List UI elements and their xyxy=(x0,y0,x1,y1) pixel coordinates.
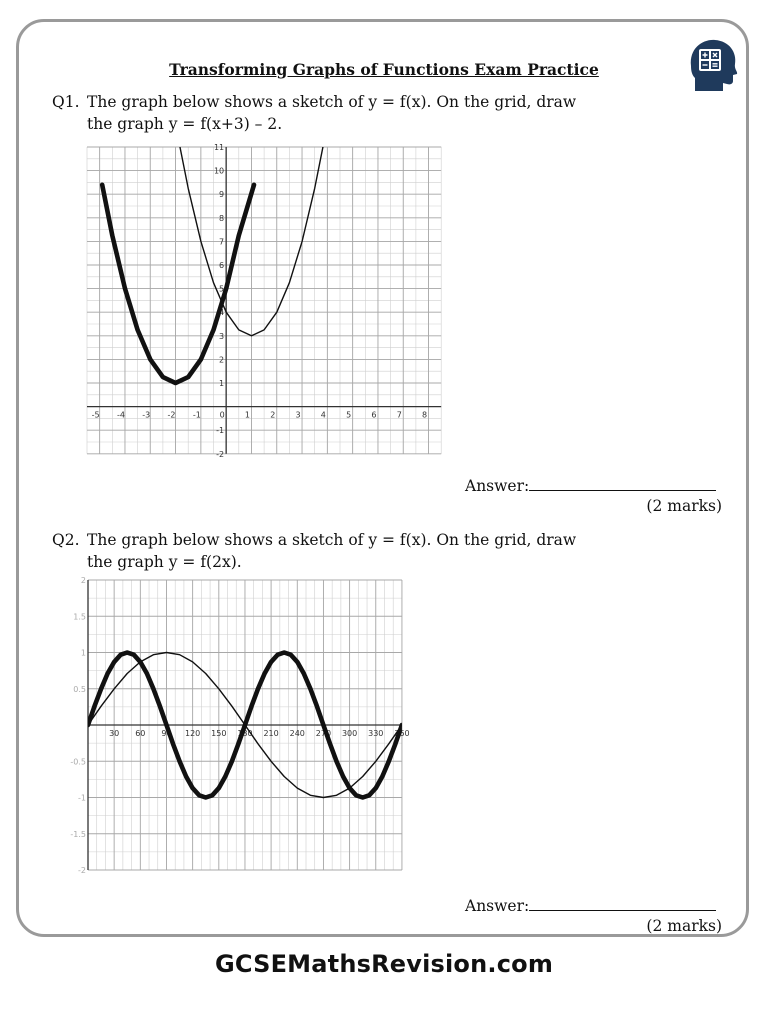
y-tick-label: 6 xyxy=(219,261,225,270)
x-tick-label: 90 xyxy=(161,729,172,738)
question-number: Q2. xyxy=(52,531,80,549)
x-tick-label: 150 xyxy=(211,729,227,738)
x-tick-label: 270 xyxy=(315,729,332,738)
x-tick-label: 1 xyxy=(244,410,250,420)
y-tick-label: 3 xyxy=(219,331,225,341)
x-tick-label: 360 xyxy=(394,729,410,738)
x-tick-label: 0 xyxy=(219,410,225,420)
y-tick-label: 5 xyxy=(219,284,225,294)
y-tick-label: 0.5 xyxy=(73,684,86,694)
head-calculator-icon xyxy=(683,36,739,92)
q2-graph[interactable] xyxy=(70,576,412,884)
y-tick-label: 2 xyxy=(80,576,86,585)
question-1 xyxy=(52,91,576,135)
x-tick-label: 180 xyxy=(237,729,253,738)
x-tick-label: 3 xyxy=(295,410,301,420)
question-text-line-2: the graph y = f(x+3) – 2. xyxy=(87,115,283,133)
y-tick-label: -1.5 xyxy=(70,829,86,839)
x-tick-label: 30 xyxy=(109,729,120,738)
x-tick-label: -5 xyxy=(91,410,100,420)
q2-answer-row xyxy=(465,896,716,915)
x-tick-label: 4 xyxy=(320,410,326,420)
x-tick-label: 8 xyxy=(422,410,428,420)
x-tick-label: 5 xyxy=(346,410,352,420)
x-tick-label: -4 xyxy=(116,410,125,420)
x-tick-label: 240 xyxy=(289,729,305,738)
y-tick-label: -2 xyxy=(78,866,86,875)
y-tick-label: 1 xyxy=(219,379,225,388)
x-tick-label: -1 xyxy=(192,410,201,420)
x-tick-label: 330 xyxy=(368,729,384,738)
question-number: Q1. xyxy=(52,93,80,111)
question-text-line-1: The graph below shows a sketch of y = f(x). On the grid, draw xyxy=(87,531,577,549)
question-2 xyxy=(52,529,576,573)
y-tick-label: 4 xyxy=(219,308,225,318)
y-tick-label: 7 xyxy=(219,237,225,247)
x-tick-label: 60 xyxy=(135,729,146,738)
question-text-line-2: the graph y = f(2x). xyxy=(87,553,242,571)
y-tick-label: -1 xyxy=(78,793,86,803)
q1-marks: (2 marks) xyxy=(646,497,722,515)
y-tick-label: -0.5 xyxy=(70,757,86,767)
answer-label: Answer: xyxy=(465,897,530,915)
x-tick-label: -2 xyxy=(167,410,176,420)
y-tick-label: -2 xyxy=(216,449,225,459)
y-tick-label: 10 xyxy=(213,166,225,176)
y-tick-label: 11 xyxy=(213,143,225,152)
q1-answer-row xyxy=(465,476,716,495)
x-tick-label: -3 xyxy=(142,410,151,420)
x-tick-label: 6 xyxy=(371,410,377,420)
x-tick-label: 2 xyxy=(270,410,276,420)
x-tick-label: 300 xyxy=(341,729,358,738)
y-tick-label: 1.5 xyxy=(73,612,86,622)
q2-answer-line[interactable] xyxy=(529,896,716,911)
y-tick-label: 9 xyxy=(219,190,225,200)
y-tick-label: 2 xyxy=(219,355,225,365)
q1-answer-line[interactable] xyxy=(529,476,716,491)
y-tick-label: 8 xyxy=(219,213,225,223)
y-tick-label: -1 xyxy=(216,426,225,436)
answer-label: Answer: xyxy=(465,477,530,495)
y-tick-label: 1 xyxy=(80,648,86,658)
question-text-line-1: The graph below shows a sketch of y = f(x). On the grid, draw xyxy=(87,93,577,111)
x-tick-label: 210 xyxy=(263,729,279,738)
q1-graph[interactable] xyxy=(85,140,440,465)
q2-marks: (2 marks) xyxy=(646,917,722,935)
site-footer: GCSEMathsRevision.com xyxy=(214,950,554,978)
worksheet-title: Transforming Graphs of Functions Exam Practice xyxy=(169,60,599,79)
x-tick-label: 120 xyxy=(184,729,201,738)
x-tick-label: 7 xyxy=(396,410,402,420)
